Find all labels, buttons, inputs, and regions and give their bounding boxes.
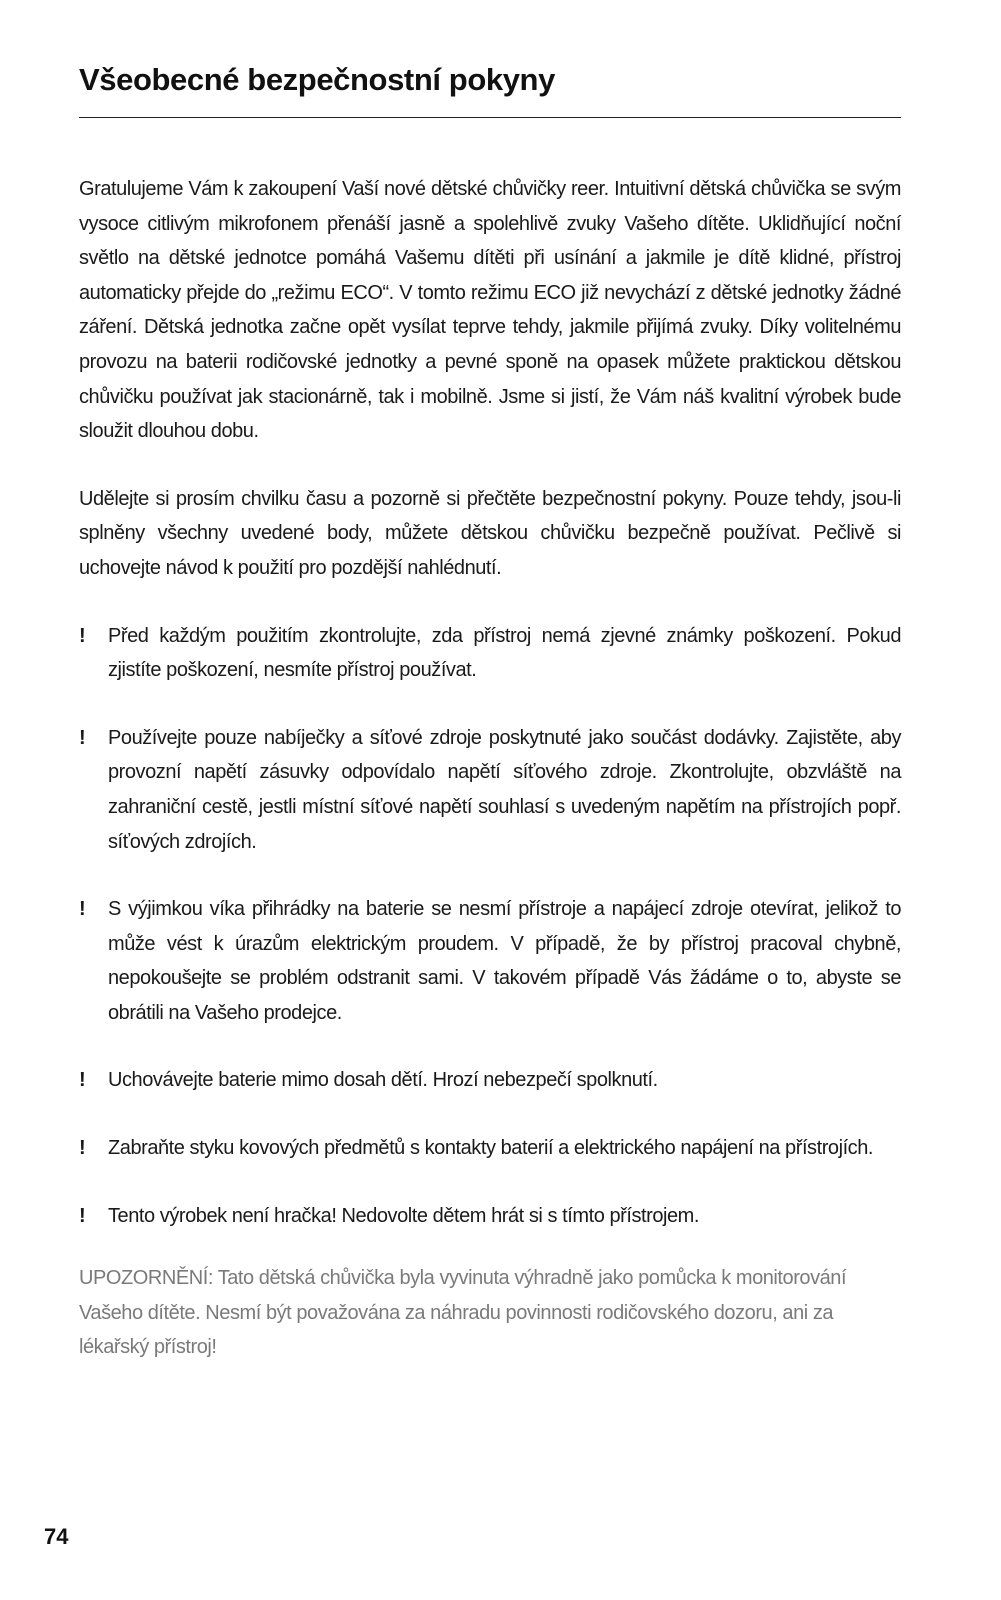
warning-text: Zabraňte styku kovových předmětů s kontakty baterií a elektrického napájení na přístrojích. <box>108 1137 874 1160</box>
warning-item <box>79 892 901 1030</box>
warning-text: Před každým použitím zkontrolujte, zda přístroj nemá zjevné známky poškození. Pokud zjistíte poškození, nesmíte přístroj používat. <box>108 624 901 682</box>
title-divider <box>79 117 901 118</box>
exclamation-icon: ! <box>79 624 86 647</box>
warning-item <box>79 619 901 688</box>
warning-text: Uchovávejte baterie mimo dosah dětí. Hrozí nebezpečí spolknutí. <box>108 1069 658 1092</box>
warning-text: Tento výrobek není hračka! Nedovolte dětem hrát si s tímto přístrojem. <box>108 1204 700 1227</box>
instruction-paragraph: Udělejte si prosím chvilku času a pozorně si přečtěte bezpečnostní pokyny. Pouze tehdy, jsou-li splněny všechny uvedené body, můžete dětskou chůvičku bezpečně používat. Pečlivě si uchovejte návod k použití pro pozdější nahlédnutí. <box>79 487 901 579</box>
warning-text: S výjimkou víka přihrádky na baterie se nesmí přístroje a napájecí zdroje otevírat, jelikož to může vést k úrazům elektrickým proudem. V případě, že by přístroj pracoval chybně, nepokoušejte se problém odstranit sami. V takovém případě Vás žádáme o to, abyste se obrátili na Vašeho prodejce. <box>108 898 901 1024</box>
warning-item <box>79 1199 901 1234</box>
exclamation-icon: ! <box>79 1069 86 1092</box>
exclamation-icon: ! <box>79 1204 86 1227</box>
warning-item <box>79 1063 901 1098</box>
page-body <box>79 172 901 1365</box>
warning-text: Používejte pouze nabíječky a síťové zdroje poskytnuté jako součást dodávky. Zajistěte, aby provozní napětí zásuvky odpovídalo napětí síťového zdroje. Zkontrolujte, obzvláště na zahraniční cestě, jestli místní síťové napětí souhlasí s uvedeným napětím na přístrojích popř. síťových zdrojích. <box>108 726 901 853</box>
page-title: Všeobecné bezpečnostní pokyny <box>79 62 555 97</box>
warning-item <box>79 1131 901 1166</box>
exclamation-icon: ! <box>79 1137 86 1160</box>
exclamation-icon: ! <box>79 898 86 921</box>
intro-paragraph: Gratulujeme Vám k zakoupení Vaší nové dětské chůvičky reer. Intuitivní dětská chůvička se svým vysoce citlivým mikrofonem přenáší jasně a spolehlivě zvuky Vašeho dítěte. Uklidňující noční světlo na dětské jednotce pomáhá Vašemu dítěti při usínání a jakmile je dítě klidné, přístroj automaticky přejde do „režimu ECO“. V tomto režimu ECO již nevychází z dětské jednotky žádné záření. Dětská jednotka začne opět vysílat teprve tehdy, jakmile přijímá zvuky. Díky volitelnému provozu na baterii rodičovské jednotky a pevné sponě na opasek můžete praktickou dětskou chůvičku používat jak stacionárně, tak i mobilně. Jsme si jistí, že Vám náš kvalitní výrobek bude sloužit dlouhou dobu. <box>79 178 901 443</box>
warning-item <box>79 721 901 859</box>
disclaimer-note: UPOZORNĚNÍ: Tato dětská chůvička byla vyvinuta výhradně jako pomůcka k monitorování Vašeho dítěte. Nesmí být považována za náhradu povinnosti rodičovského dozoru, ani za lékařský přístroj! <box>79 1267 847 1359</box>
exclamation-icon: ! <box>79 726 86 749</box>
page-number: 74 <box>44 1524 69 1549</box>
